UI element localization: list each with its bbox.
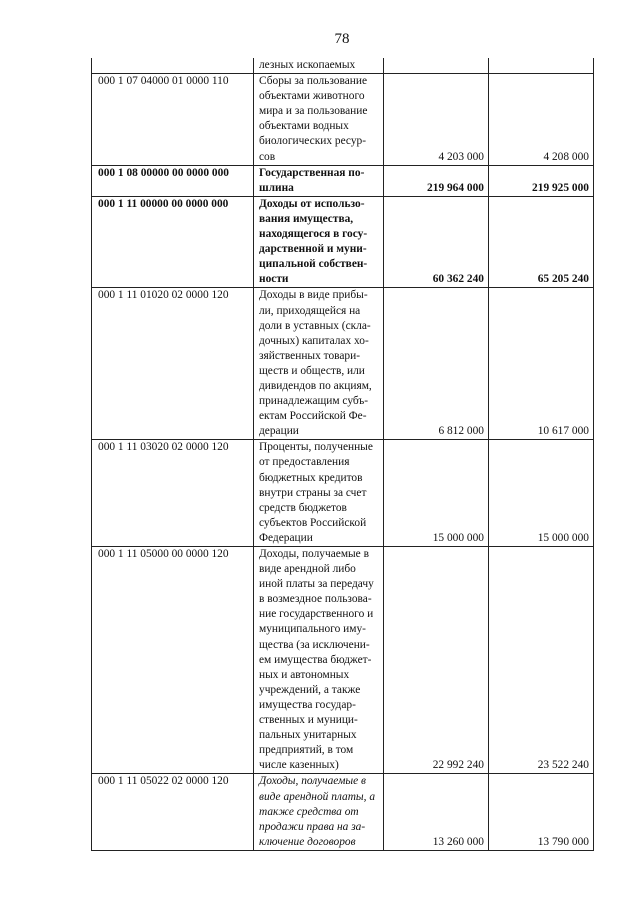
revenue-table (91, 58, 594, 851)
table-row (92, 196, 594, 288)
revenue-name-line: Государственная по- (259, 166, 365, 179)
classification-code: 000 1 11 05022 02 0000 120 (92, 774, 254, 850)
table-row (92, 288, 594, 440)
revenue-name (254, 547, 384, 774)
revenue-name (254, 288, 384, 440)
amount-year-1: 219 964 000 (384, 165, 489, 196)
classification-code: 000 1 11 00000 00 0000 000 (92, 196, 254, 288)
classification-code: 000 1 07 04000 01 0000 110 (92, 74, 254, 166)
revenue-name-line: муниципального иму- (259, 623, 366, 636)
page-number: 78 (334, 31, 350, 47)
amount-year-1: 22 992 240 (384, 547, 489, 774)
revenue-name (254, 196, 384, 288)
amount-year-2: 4 208 000 (489, 74, 594, 166)
table-row (92, 58, 594, 74)
classification-code: 000 1 08 00000 00 0000 000 (92, 165, 254, 196)
revenue-name (254, 440, 384, 547)
revenue-name-line: Доходы, получаемые в (259, 548, 369, 560)
amount-year-2: 13 790 000 (489, 774, 594, 850)
revenue-name-line: зяйственных товари- (259, 349, 361, 362)
amount-year-1 (384, 58, 489, 74)
revenue-name-line: Доходы в виде прибы- (259, 289, 368, 302)
table-row (92, 440, 594, 547)
amount-year-2: 65 205 240 (489, 196, 594, 288)
revenue-name (254, 165, 384, 196)
revenue-name (254, 74, 384, 166)
amount-year-2: 15 000 000 (489, 440, 594, 547)
revenue-name-line: внутри страны за счет (259, 486, 367, 499)
amount-year-1: 4 203 000 (384, 74, 489, 166)
revenue-name-line: щества (за исключени- (259, 638, 370, 651)
revenue-name-line: шлина (259, 181, 294, 194)
amount-year-1: 60 362 240 (384, 196, 489, 288)
revenue-name-line: виде арендной либо (259, 563, 356, 576)
revenue-name-line: продажи права на за- (259, 820, 366, 833)
table-row (92, 165, 594, 196)
revenue-name-line: имущества государ- (259, 698, 356, 711)
revenue-name-line: биологических ресур- (259, 135, 367, 148)
classification-code: 000 1 11 03020 02 0000 120 (92, 440, 254, 547)
revenue-name-line: принадлежащим субъ- (259, 395, 369, 408)
revenue-name-line: ности (259, 273, 289, 286)
amount-year-2: 10 617 000 (489, 288, 594, 440)
revenue-name-line: ственных и муници- (259, 714, 358, 727)
revenue-name-line: Доходы, получаемые в (259, 775, 366, 788)
revenue-name-line: сов (259, 150, 276, 163)
revenue-name-line: объектами животного (259, 90, 365, 103)
amount-year-2 (489, 58, 594, 74)
table-row (92, 74, 594, 166)
revenue-name-line: доли в уставных (скла- (259, 319, 371, 332)
revenue-name-line: ных и автономных (259, 668, 350, 681)
revenue-name-line: дарственной и муни- (259, 243, 367, 256)
amount-year-2: 219 925 000 (489, 165, 594, 196)
classification-code (92, 58, 254, 74)
table-row (92, 547, 594, 774)
revenue-name-line: Проценты, полученные (259, 441, 373, 454)
revenue-name-line: в возмездное пользова- (259, 593, 372, 606)
revenue-name (254, 774, 384, 850)
revenue-name (254, 58, 384, 74)
revenue-name-line: ципальной собствен- (259, 258, 368, 271)
revenue-name-line: числе казенных) (259, 759, 339, 772)
table-row (92, 774, 594, 850)
revenue-name-line: учреждений, а также (259, 683, 361, 696)
revenue-name-line: иной платы за передачу (259, 578, 374, 591)
revenue-name-line: ектам Российской Фе- (259, 410, 367, 423)
revenue-name-line: также средства от (259, 805, 359, 818)
revenue-name-line: ключение договоров (259, 835, 356, 848)
amount-year-1: 6 812 000 (384, 288, 489, 440)
revenue-name-line: ние государственного и (259, 608, 374, 621)
revenue-name-line: предприятий, в том (259, 744, 354, 757)
revenue-name-line: ем имущества бюджет- (259, 653, 372, 666)
classification-code: 000 1 11 05000 00 0000 120 (92, 547, 254, 774)
revenue-name-line: бюджетных кредитов (259, 471, 363, 484)
amount-year-2: 23 522 240 (489, 547, 594, 774)
revenue-name-line: находящегося в госу- (259, 228, 368, 241)
revenue-name-line: Федерации (259, 531, 313, 544)
revenue-name-line: мира и за пользование (259, 105, 368, 118)
revenue-name-line: дерации (259, 425, 299, 438)
amount-year-1: 13 260 000 (384, 774, 489, 850)
revenue-name-line: Доходы от использо- (259, 197, 365, 210)
revenue-name-line: пальных унитарных (259, 729, 357, 742)
revenue-name-line: ли, приходящейся на (259, 304, 361, 317)
revenue-name-line: дивидендов по акциям, (259, 379, 372, 392)
revenue-name-line: виде арендной платы, а (259, 790, 376, 803)
revenue-name-line: ществ и обществ, или (259, 364, 365, 377)
revenue-name-line: дочных) капиталах хо- (259, 334, 369, 347)
classification-code: 000 1 11 01020 02 0000 120 (92, 288, 254, 440)
revenue-name-line: от предоставления (259, 456, 350, 469)
revenue-name-line: средств бюджетов (259, 501, 347, 514)
revenue-name-line: лезных ископаемых (259, 59, 356, 71)
revenue-name-line: объектами водных (259, 120, 349, 133)
revenue-name-line: Сборы за пользование (259, 75, 368, 88)
amount-year-1: 15 000 000 (384, 440, 489, 547)
revenue-name-line: вания имущества, (259, 212, 354, 225)
revenue-name-line: субъектов Российской (259, 516, 367, 529)
